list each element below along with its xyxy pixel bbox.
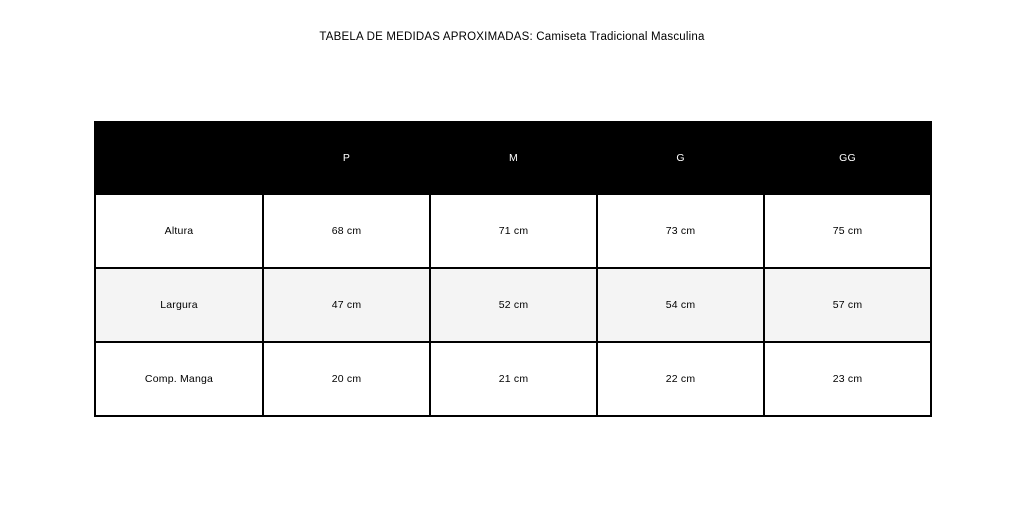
- cell-largura-gg: 57 cm: [764, 268, 931, 342]
- row-label-altura: Altura: [95, 194, 263, 268]
- cell-altura-p: 68 cm: [263, 194, 430, 268]
- table-body: [95, 194, 931, 416]
- cell-largura-m: 52 cm: [430, 268, 597, 342]
- table-row: [95, 268, 931, 342]
- column-header-p: P: [263, 122, 430, 194]
- cell-comp-manga-g: 22 cm: [597, 342, 764, 416]
- table-row: [95, 342, 931, 416]
- cell-comp-manga-gg: 23 cm: [764, 342, 931, 416]
- column-header-m: M: [430, 122, 597, 194]
- page-title: TABELA DE MEDIDAS APROXIMADAS: Camiseta Tradicional Masculina: [319, 31, 705, 43]
- size-table-container: [94, 121, 932, 417]
- table-header: [95, 122, 931, 194]
- header-row: [95, 122, 931, 194]
- cell-altura-g: 73 cm: [597, 194, 764, 268]
- cell-altura-gg: 75 cm: [764, 194, 931, 268]
- header-corner: [95, 122, 263, 194]
- table-row: [95, 194, 931, 268]
- row-label-largura: Largura: [95, 268, 263, 342]
- column-header-gg: GG: [764, 122, 931, 194]
- row-label-comp-manga: Comp. Manga: [95, 342, 263, 416]
- cell-comp-manga-m: 21 cm: [430, 342, 597, 416]
- cell-altura-m: 71 cm: [430, 194, 597, 268]
- cell-largura-p: 47 cm: [263, 268, 430, 342]
- cell-comp-manga-p: 20 cm: [263, 342, 430, 416]
- column-header-g: G: [597, 122, 764, 194]
- size-table: [94, 121, 932, 417]
- cell-largura-g: 54 cm: [597, 268, 764, 342]
